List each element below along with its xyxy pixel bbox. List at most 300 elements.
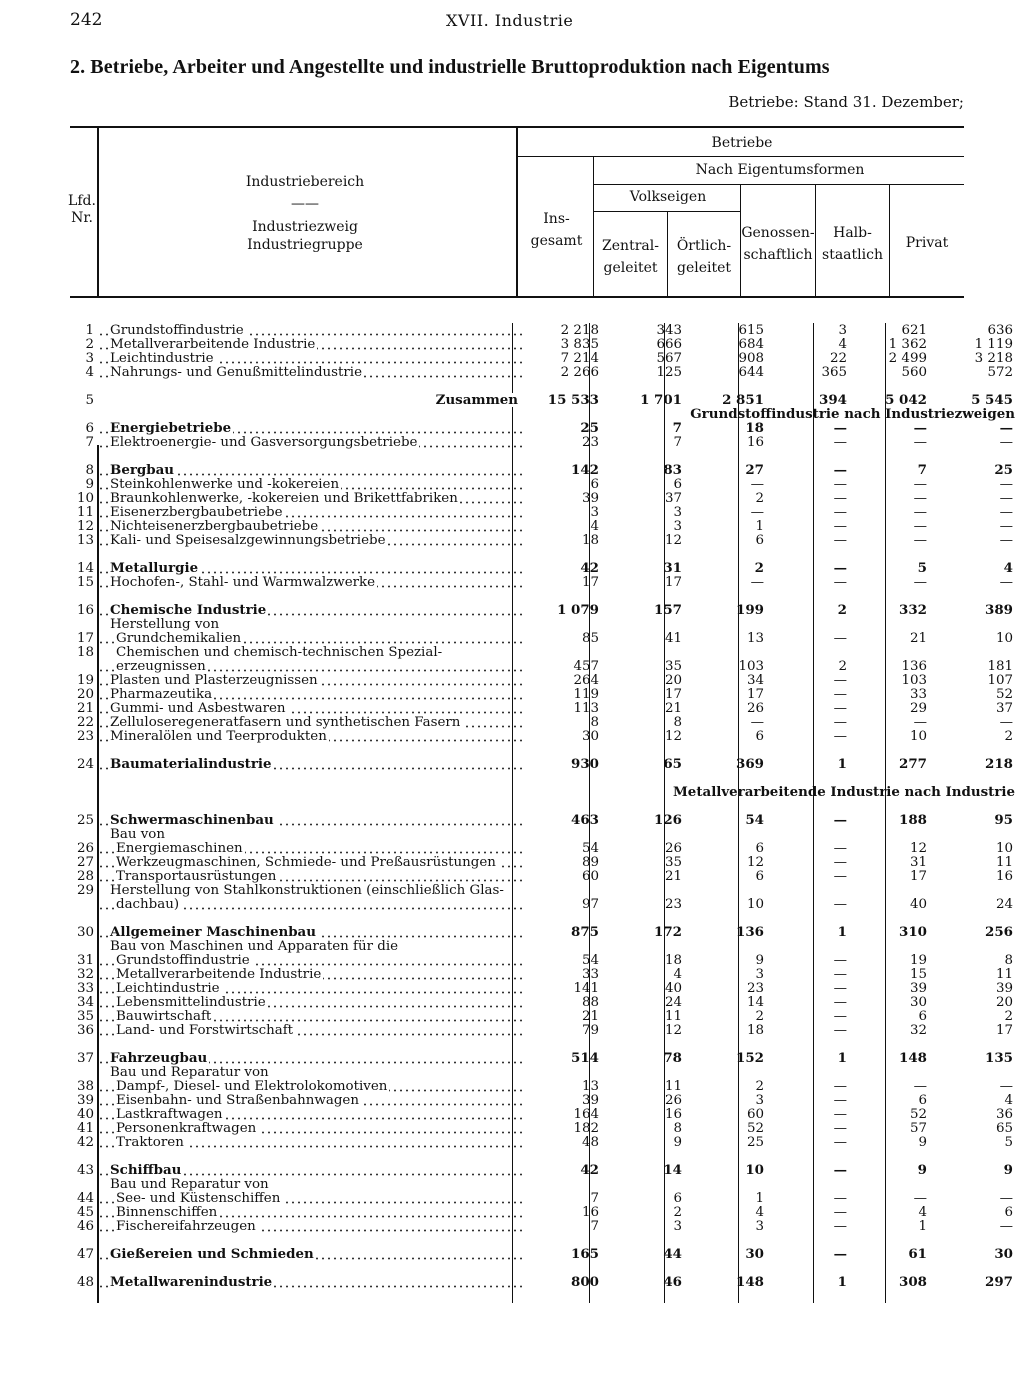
value-cell	[772, 1177, 855, 1191]
row-number: 37	[76, 1051, 94, 1065]
table-row	[66, 855, 1021, 869]
value-cell: 8	[1004, 953, 1013, 967]
header-volkseigen: Volkseigen	[629, 189, 707, 205]
value-cell: 39	[581, 1093, 599, 1107]
value-cell: 142	[571, 463, 599, 477]
value-cell: 644	[738, 365, 764, 379]
value-cell: 4	[1003, 561, 1013, 575]
row-label-text: Gummi- und Asbestwaren	[110, 701, 286, 715]
value-cell: 103	[738, 659, 764, 673]
row-label-text: Grundstoffindustrie	[116, 953, 250, 967]
row-number: 30	[76, 925, 94, 939]
row-label-text: Metallurgie	[110, 561, 199, 575]
value-cell: 16	[581, 1205, 599, 1219]
value-cell	[935, 939, 1021, 953]
value-cell: 6	[1004, 1205, 1013, 1219]
row-number: 11	[76, 505, 94, 519]
value-cell: 85	[581, 631, 599, 645]
value-cell	[526, 883, 607, 897]
row-number	[66, 617, 98, 631]
table-title: 2. Betriebe, Arbeiter und Angestellte und industrielle Bruttoproduktion nach Eigentums	[70, 56, 830, 78]
value-cell	[855, 827, 935, 841]
value-cell: 24	[995, 897, 1013, 911]
row-label-text: Schwermaschinenbau	[110, 813, 274, 827]
value-cell: 1	[837, 757, 847, 771]
table-row	[66, 617, 1021, 631]
row-label	[98, 351, 526, 365]
value-cell: 365	[821, 365, 847, 379]
value-cell	[935, 645, 1021, 659]
value-cell: —	[833, 1163, 847, 1177]
value-cell: —	[913, 715, 927, 729]
value-cell	[772, 827, 855, 841]
row-label-text: Lastkraftwagen	[116, 1107, 223, 1121]
value-cell: 54	[745, 813, 764, 827]
section-spacer	[66, 407, 526, 421]
value-cell: 2	[838, 659, 847, 673]
value-cell	[772, 1065, 855, 1079]
value-cell: —	[833, 505, 847, 519]
row-label	[98, 729, 526, 743]
value-cell: 15	[909, 967, 927, 981]
value-cell: —	[833, 463, 847, 477]
row-label	[98, 715, 526, 729]
value-cell: —	[833, 1121, 847, 1135]
gap-cell	[66, 1037, 1021, 1051]
value-cell: —	[750, 477, 764, 491]
value-cell: 1	[837, 1275, 847, 1289]
value-cell: 2	[755, 491, 764, 505]
value-cell: —	[833, 855, 847, 869]
row-label	[98, 869, 526, 883]
value-cell: 12	[746, 855, 764, 869]
value-cell: 8	[590, 715, 599, 729]
value-cell: 13	[746, 631, 764, 645]
value-cell: —	[833, 1023, 847, 1037]
row-number: 10	[76, 491, 94, 505]
row-label-text: See- und Küstenschiffen	[116, 1191, 281, 1205]
value-cell: 7	[672, 421, 682, 435]
row-label	[98, 1163, 526, 1177]
row-label-text: Transportausrüstungen	[116, 869, 277, 883]
row-number: 20	[76, 687, 94, 701]
label-divider	[516, 127, 518, 297]
value-cell: 9	[918, 1135, 927, 1149]
row-label-text: Zusammen	[435, 393, 518, 407]
value-cell: 343	[656, 323, 682, 337]
header-halb: Halb- staatlich	[822, 225, 883, 263]
row-gap	[66, 1149, 1021, 1163]
value-cell: —	[999, 435, 1013, 449]
value-cell: 636	[987, 323, 1013, 337]
gap-cell	[66, 589, 1021, 603]
row-label	[98, 393, 526, 407]
value-cell	[526, 1177, 607, 1191]
row-label	[98, 365, 526, 379]
table-row	[66, 365, 1021, 379]
value-cell: —	[999, 491, 1013, 505]
value-cell: 21	[664, 701, 682, 715]
value-cell: 39	[995, 981, 1013, 995]
row-number: 16	[76, 603, 94, 617]
value-cell: 54	[581, 953, 599, 967]
value-cell: 2	[1004, 729, 1013, 743]
value-cell: —	[750, 575, 764, 589]
row-gap	[66, 589, 1021, 603]
row-label	[98, 645, 526, 659]
row-number: 44	[76, 1191, 94, 1205]
row-number: 4	[85, 365, 94, 379]
value-cell: 6	[673, 1191, 682, 1205]
row-label-text: Binnenschiffen	[116, 1205, 218, 1219]
value-cell: 136	[736, 925, 764, 939]
value-cell	[526, 939, 607, 953]
row-label-text: Kali- und Speisesalzgewinnungsbetriebe	[110, 533, 386, 547]
row-label-text: Nichteisenerzbergbaubetriebe	[110, 519, 319, 533]
value-cell: 256	[985, 925, 1013, 939]
value-cell: —	[999, 1219, 1013, 1233]
value-cell: 7 214	[560, 351, 599, 365]
value-cell: 11	[995, 855, 1013, 869]
value-cell: 44	[663, 1247, 682, 1261]
row-label	[98, 1219, 526, 1233]
value-cell: 567	[656, 351, 682, 365]
value-cell: —	[833, 729, 847, 743]
value-cell: 1	[755, 1191, 764, 1205]
row-number: 35	[76, 1009, 94, 1023]
gap-cell	[66, 547, 1021, 561]
row-number: 29	[76, 883, 94, 897]
row-label	[98, 491, 526, 505]
row-label	[98, 505, 526, 519]
row-label	[98, 1205, 526, 1219]
value-cell: 10	[995, 631, 1013, 645]
value-cell: 33	[581, 967, 599, 981]
value-cell: 17	[746, 687, 764, 701]
row-label-text: Bau von Maschinen und Apparaten für die	[110, 939, 399, 953]
row-label-text: Metallverarbeitende Industrie	[110, 337, 316, 351]
value-cell: —	[913, 575, 927, 589]
value-cell: 17	[581, 575, 599, 589]
table-row	[66, 1065, 1021, 1079]
value-cell	[526, 827, 607, 841]
value-cell: 6	[918, 1093, 927, 1107]
value-cell: 684	[738, 337, 764, 351]
value-cell: —	[913, 1079, 927, 1093]
row-number: 3	[85, 351, 94, 365]
value-cell: 800	[571, 1275, 599, 1289]
section-spacer	[66, 785, 526, 799]
table-row	[66, 659, 1021, 673]
value-cell: 3	[755, 1219, 764, 1233]
value-cell: 2	[754, 561, 764, 575]
row-number: 9	[85, 477, 94, 491]
value-cell: —	[999, 1079, 1013, 1093]
value-cell: 14	[746, 995, 764, 1009]
value-cell: 61	[908, 1247, 927, 1261]
row-label-text: Werkzeugmaschinen, Schmiede- und Preßausrüstungen	[116, 855, 496, 869]
row-number: 28	[76, 869, 94, 883]
row-label	[98, 631, 526, 645]
value-cell	[690, 645, 772, 659]
value-cell	[935, 1065, 1021, 1079]
value-cell: 6	[755, 869, 764, 883]
value-cell: 3 835	[560, 337, 599, 351]
value-cell: 5 545	[971, 393, 1013, 407]
value-cell: 125	[656, 365, 682, 379]
row-label	[98, 435, 526, 449]
value-cell: 152	[736, 1051, 764, 1065]
table-row	[66, 351, 1021, 365]
header-betriebe: Betriebe	[711, 135, 773, 151]
gap-cell	[66, 449, 1021, 463]
row-label	[98, 561, 526, 575]
value-cell: 10	[995, 841, 1013, 855]
value-cell: —	[833, 715, 847, 729]
value-cell: —	[833, 841, 847, 855]
value-cell	[607, 939, 690, 953]
value-cell: 2	[755, 1079, 764, 1093]
table-row	[66, 897, 1021, 911]
row-label	[98, 477, 526, 491]
value-cell: 54	[581, 841, 599, 855]
value-cell: 3	[755, 1093, 764, 1107]
row-label-text: Energiebetriebe	[110, 421, 232, 435]
table-row	[66, 393, 1021, 407]
value-cell: 40	[664, 981, 682, 995]
value-cell: 30	[745, 1247, 764, 1261]
value-cell: 18	[745, 421, 764, 435]
row-label-text: Eisenerzbergbaubetriebe	[110, 505, 283, 519]
row-label-text: Land- und Forstwirtschaft	[116, 1023, 294, 1037]
value-cell: 32	[909, 1023, 927, 1037]
header-oertlich: Örtlich- geleitet	[676, 238, 732, 276]
value-cell: —	[913, 1191, 927, 1205]
value-cell: 2	[1004, 1009, 1013, 1023]
value-cell: 1 362	[888, 337, 927, 351]
row-label	[98, 813, 526, 827]
table-row	[66, 729, 1021, 743]
row-label	[98, 673, 526, 687]
table-row	[66, 645, 1021, 659]
row-label-text: Dampf-, Diesel- und Elektrolokomotiven	[116, 1079, 388, 1093]
value-cell: 60	[746, 1107, 764, 1121]
value-cell: 25	[994, 463, 1013, 477]
table-row	[66, 337, 1021, 351]
value-cell	[935, 827, 1021, 841]
row-number: 22	[76, 715, 94, 729]
table-row	[66, 561, 1021, 575]
value-cell: 9	[1003, 1163, 1013, 1177]
value-cell: 39	[581, 491, 599, 505]
table-row	[66, 841, 1021, 855]
row-label	[98, 883, 526, 897]
value-cell: 1	[837, 925, 847, 939]
row-number: 6	[85, 421, 94, 435]
value-cell: —	[833, 701, 847, 715]
value-cell: 332	[899, 603, 927, 617]
value-cell: 35	[664, 855, 682, 869]
value-cell: 369	[736, 757, 764, 771]
value-cell: —	[833, 869, 847, 883]
value-cell	[772, 883, 855, 897]
value-cell: 24	[664, 995, 682, 1009]
value-cell: 1	[837, 1051, 847, 1065]
row-label-text: Hochofen-, Stahl- und Warmwalzwerke	[110, 575, 376, 589]
header-zweig: Industriezweig	[252, 219, 358, 235]
value-cell: 8	[673, 1121, 682, 1135]
value-cell: —	[833, 491, 847, 505]
row-label-text: dachbau)	[116, 897, 180, 911]
row-label-text: Metallwarenindustrie	[110, 1275, 273, 1289]
row-label	[98, 855, 526, 869]
value-cell: —	[833, 673, 847, 687]
value-cell: 9	[917, 1163, 927, 1177]
row-label	[98, 1247, 526, 1261]
value-cell: 13	[581, 1079, 599, 1093]
value-cell: —	[833, 981, 847, 995]
gap-cell	[66, 743, 1021, 757]
row-number	[66, 1177, 98, 1191]
header-nr: Lfd. Nr.	[68, 193, 96, 226]
header-gruppe: Industriegruppe	[247, 237, 363, 253]
value-cell: —	[999, 519, 1013, 533]
row-number: 15	[76, 575, 94, 589]
row-label	[98, 519, 526, 533]
row-label	[98, 1135, 526, 1149]
value-cell: 182	[573, 1121, 599, 1135]
row-number	[66, 659, 98, 673]
row-number: 23	[76, 729, 94, 743]
row-label	[98, 939, 526, 953]
value-cell: 297	[985, 1275, 1013, 1289]
section-heading-row	[66, 785, 1021, 799]
row-gap	[66, 911, 1021, 925]
value-cell: 4	[673, 967, 682, 981]
table-row	[66, 1191, 1021, 1205]
value-cell: —	[833, 1009, 847, 1023]
row-label-text: Personenkraftwagen	[116, 1121, 257, 1135]
value-cell: 48	[581, 1135, 599, 1149]
table-row	[66, 701, 1021, 715]
value-cell: 18	[664, 953, 682, 967]
value-cell: 18	[746, 1023, 764, 1037]
value-cell: 26	[746, 701, 764, 715]
row-label-text: Bauwirtschaft	[116, 1009, 212, 1023]
row-label-text: Bau und Reparatur von	[110, 1065, 269, 1079]
value-cell: 19	[909, 953, 927, 967]
table-row	[66, 477, 1021, 491]
value-cell	[772, 939, 855, 953]
row-number: 38	[76, 1079, 94, 1093]
value-cell: 1	[918, 1219, 927, 1233]
gap-cell	[66, 911, 1021, 925]
row-label	[98, 1107, 526, 1121]
gap-cell	[66, 379, 1021, 393]
row-gap	[66, 449, 1021, 463]
row-label-text: erzeugnissen	[116, 659, 206, 673]
table-row	[66, 1079, 1021, 1093]
table-row	[66, 757, 1021, 771]
value-cell: —	[833, 995, 847, 1009]
value-cell: 12	[664, 1023, 682, 1037]
value-cell: 21	[581, 1009, 599, 1023]
value-cell: 41	[664, 631, 682, 645]
row-label-text: Zelluloseregeneratfasern und synthetischen Fasern	[110, 715, 461, 729]
value-cell: 17	[664, 687, 682, 701]
table-row	[66, 1163, 1021, 1177]
value-cell: 10	[745, 1163, 764, 1177]
row-number: 25	[76, 813, 94, 827]
row-number: 45	[76, 1205, 94, 1219]
value-cell: 148	[899, 1051, 927, 1065]
row-gap	[66, 1037, 1021, 1051]
value-cell: 42	[580, 561, 599, 575]
value-cell	[607, 1177, 690, 1191]
value-cell: 9	[755, 953, 764, 967]
value-cell: —	[913, 491, 927, 505]
value-cell: 7	[590, 1191, 599, 1205]
value-cell: 89	[581, 855, 599, 869]
value-cell: 25	[580, 421, 599, 435]
table-row	[66, 1009, 1021, 1023]
table-row	[66, 631, 1021, 645]
table-row	[66, 1177, 1021, 1191]
value-cell: 52	[746, 1121, 764, 1135]
table-row	[66, 519, 1021, 533]
value-cell: 5	[917, 561, 927, 575]
table-row	[66, 1205, 1021, 1219]
value-cell: —	[833, 477, 847, 491]
row-label-text: Herstellung von Stahlkonstruktionen (einschließlich Glas-	[110, 883, 504, 897]
value-cell: 16	[746, 435, 764, 449]
table-row	[66, 1093, 1021, 1107]
value-cell: —	[913, 477, 927, 491]
row-label	[98, 925, 526, 939]
value-cell: —	[833, 897, 847, 911]
row-label	[98, 981, 526, 995]
value-cell: 8	[673, 715, 682, 729]
value-cell: 2	[837, 603, 847, 617]
value-cell: 25	[746, 1135, 764, 1149]
table-row	[66, 981, 1021, 995]
row-label-text: Grundstoffindustrie	[110, 323, 244, 337]
value-cell: —	[833, 687, 847, 701]
section-heading-row	[66, 407, 1021, 421]
value-cell: 136	[901, 659, 927, 673]
row-number: 41	[76, 1121, 94, 1135]
value-cell: —	[999, 477, 1013, 491]
value-cell: 34	[746, 673, 764, 687]
value-cell: 60	[581, 869, 599, 883]
row-label	[98, 463, 526, 477]
value-cell	[607, 1065, 690, 1079]
data-table	[66, 323, 1021, 1289]
value-cell	[607, 827, 690, 841]
table-row	[66, 1275, 1021, 1289]
value-cell: 7	[673, 435, 682, 449]
value-cell: —	[833, 1093, 847, 1107]
value-cell: 20	[995, 995, 1013, 1009]
value-cell	[690, 1065, 772, 1079]
value-cell: 135	[985, 1051, 1013, 1065]
value-cell: 16	[995, 869, 1013, 883]
row-gap	[66, 743, 1021, 757]
value-cell: 2 499	[888, 351, 927, 365]
value-cell: 4	[590, 519, 599, 533]
row-label	[98, 323, 526, 337]
row-label	[98, 659, 526, 673]
